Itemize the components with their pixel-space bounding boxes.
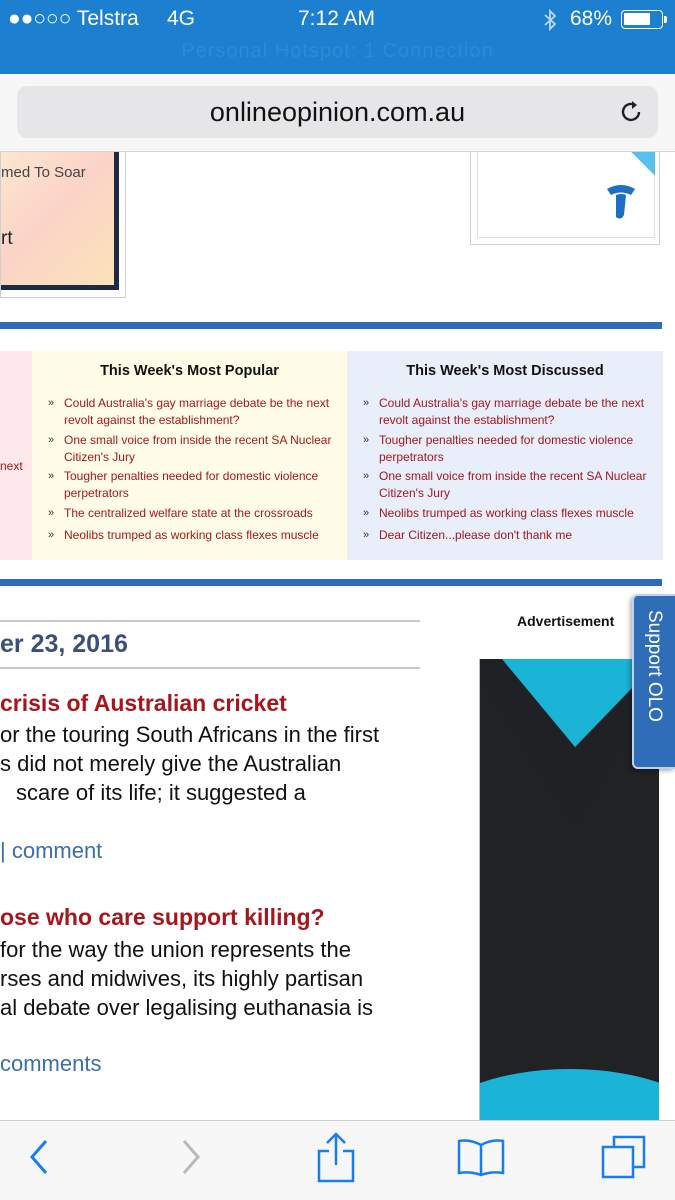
- advertisement-label: Advertisement: [517, 613, 615, 629]
- back-icon[interactable]: [26, 1135, 52, 1179]
- reload-icon[interactable]: [618, 99, 644, 125]
- discussed-item[interactable]: » Neolibs trumped as working class flexes muscle: [363, 506, 634, 520]
- article-title[interactable]: crisis of Australian cricket: [0, 690, 287, 716]
- most-discussed-panel: [347, 351, 663, 560]
- article-line: al debate over legalising euthanasia is: [0, 995, 374, 1020]
- popular-item[interactable]: » One small voice from inside the recent SA Nuclear Citizen's Jury: [48, 433, 332, 464]
- issue-date: er 23, 2016: [0, 630, 128, 658]
- forward-icon[interactable]: [178, 1135, 204, 1179]
- bookmarks-icon[interactable]: [456, 1137, 506, 1177]
- network-label: 4G: [167, 7, 196, 30]
- top-left-ad[interactable]: [1, 152, 119, 290]
- browser-address-area: [0, 74, 675, 152]
- discussed-item[interactable]: » Dear Citizen...please don't thank me: [363, 528, 573, 542]
- top-left-ad-frame[interactable]: [0, 152, 126, 298]
- bluetooth-icon: [543, 9, 557, 31]
- share-icon[interactable]: [316, 1131, 356, 1183]
- web-page: [0, 152, 675, 1120]
- article-line: scare of its life; it suggested a: [16, 780, 306, 805]
- left-stub-link[interactable]: next: [0, 459, 23, 473]
- article-line: for the way the union represents the: [0, 937, 351, 962]
- top-right-ad[interactable]: [470, 152, 660, 245]
- left-stub-column: [0, 351, 32, 560]
- battery-percent: 68%: [570, 7, 613, 30]
- article-title[interactable]: ose who care support killing?: [0, 904, 325, 930]
- popular-item[interactable]: » The centralized welfare state at the crossroads: [48, 506, 313, 520]
- ad-text: rt: [1, 228, 13, 249]
- hotspot-banner[interactable]: Personal Hotspot: 1 Connection: [181, 40, 494, 62]
- status-bar: [0, 0, 675, 74]
- address-bar[interactable]: [17, 86, 658, 138]
- discussed-item[interactable]: » One small voice from inside the recent SA Nuclear Citizen's Jury: [363, 469, 647, 500]
- section-divider: [0, 322, 662, 329]
- comments-link[interactable]: comments: [0, 1051, 102, 1076]
- popular-item[interactable]: » Could Australia's gay marriage debate be the next revolt against the establishment?: [48, 396, 330, 427]
- date-rule-top: [0, 620, 420, 622]
- telstra-logo-icon: [604, 183, 638, 223]
- date-rule-bottom: [0, 667, 420, 669]
- most-popular-panel: [32, 351, 347, 560]
- tabs-icon[interactable]: [600, 1135, 648, 1181]
- discussed-item[interactable]: » Tougher penalties needed for domestic violence perpetrators: [363, 433, 634, 464]
- section-divider: [0, 579, 662, 586]
- support-olo-tab[interactable]: [632, 594, 675, 769]
- browser-toolbar: [0, 1120, 675, 1200]
- article-line: or the touring South Africans in the first: [0, 722, 380, 747]
- battery-icon: [621, 10, 663, 29]
- carrier-label: ●●○○○ Telstra: [8, 7, 139, 30]
- support-olo-label: Support OLO: [644, 610, 665, 722]
- clock: 7:12 AM: [298, 7, 376, 30]
- address-text[interactable]: onlineopinion.com.au: [209, 97, 466, 127]
- most-popular-title: This Week's Most Popular: [100, 363, 279, 379]
- article-line: rses and midwives, its highly partisan: [0, 966, 364, 991]
- popular-item[interactable]: » Neolibs trumped as working class flexes muscle: [48, 528, 319, 542]
- most-discussed-title: This Week's Most Discussed: [406, 363, 604, 379]
- comments-link[interactable]: | comment: [0, 838, 103, 863]
- popular-item[interactable]: » Tougher penalties needed for domestic violence perpetrators: [48, 469, 319, 500]
- discussed-item[interactable]: » Could Australia's gay marriage debate be the next revolt against the establishment?: [363, 396, 645, 427]
- article-line: s did not merely give the Australian: [0, 751, 342, 776]
- ad-text: med To Soar: [1, 164, 86, 181]
